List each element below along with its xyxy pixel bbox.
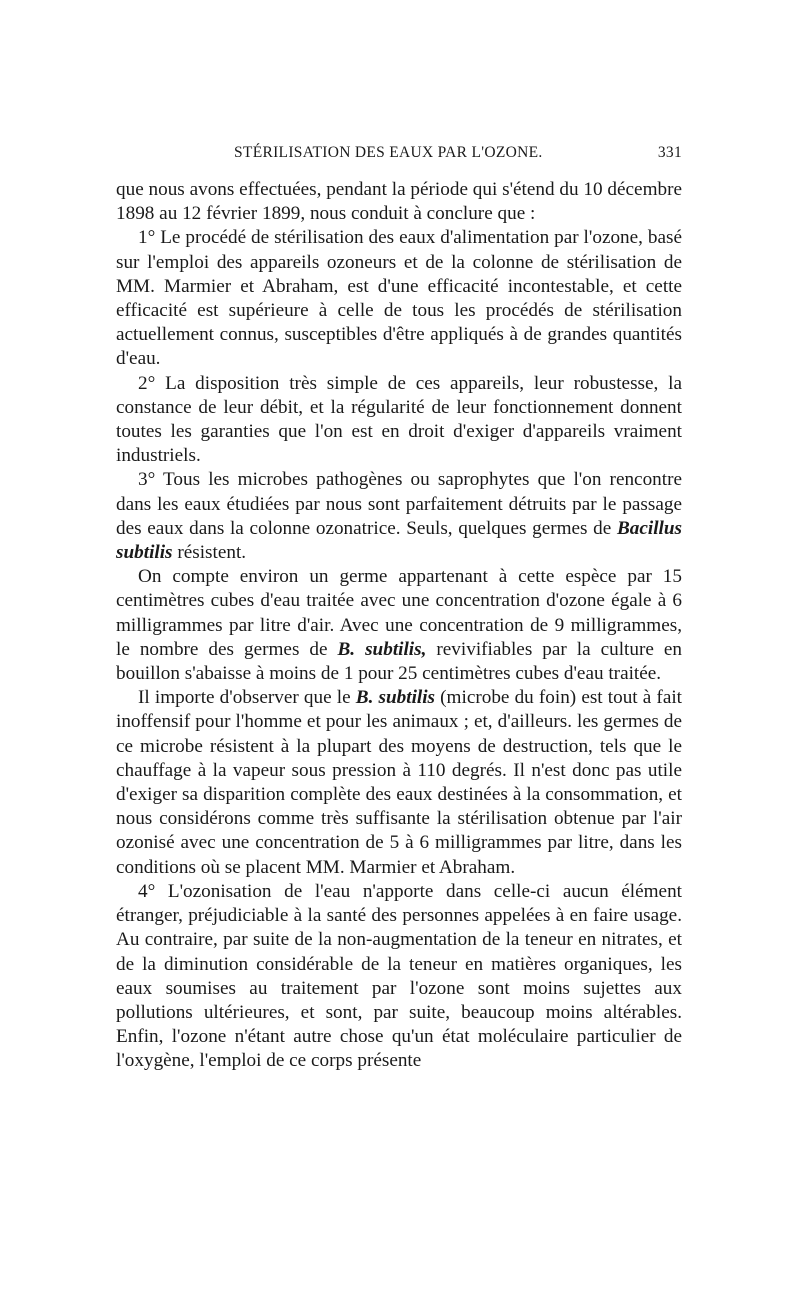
- running-title: STÉRILISATION DES EAUX PAR L'OZONE.: [234, 144, 543, 161]
- book-page: [116, 140, 682, 1074]
- paragraph-4-text-a: On compte environ un germe appartenant à cette espèce par 15 centimètres cubes d'eau traitée avec une concentration d'ozone égale à 6 milligrammes par litre d'air. Avec une concentration de 9 milligrammes, le nombre des germes de: [116, 566, 682, 660]
- paragraph-conclusion-4: 4° L'ozonisation de l'eau n'apporte dans celle-ci aucun élément étranger, préjudiciable à la santé des personnes appelées à en faire usage. Au contraire, par suite de la non-augmentation de la teneur en nitrates, et de la diminution considérable de la teneur en matières organiques, les eaux soumises au traitement par l'ozone sont moins sujettes aux pollutions ultérieures, et sont, par suite, beaucoup moins altérables. Enfin, l'ozone n'étant autre chose qu'un état moléculaire particulier de l'oxygène, l'emploi de ce corps présente: [116, 880, 682, 1072]
- species-name-b-subtilis: B. subtilis,: [337, 638, 427, 660]
- paragraph-conclusion-1: 1° Le procédé de stérilisation des eaux d'alimentation par l'ozone, basé sur l'emploi des appareils ozoneurs et de la colonne de stérilisation de MM. Marmier et Abraham, est d'une efficacité incontestable, et cette efficacité est supérieure à celle de tous les procédés de stérilisation actuellement connus, susceptibles d'être appliqués à de grandes quantités d'eau.: [116, 227, 682, 370]
- paragraph-3-text-a: 3° Tous les microbes pathogènes ou saprophytes que l'on rencontre dans les eaux étudiées par nous sont parfaitement détruits par le passage des eaux dans la colonne ozonatrice. Seuls, quelques germes de: [116, 469, 682, 539]
- body-text: [116, 178, 682, 1074]
- paragraph-subtilis-harmless: [116, 686, 682, 880]
- paragraph-conclusion-2: 2° La disposition très simple de ces appareils, leur robustesse, la constance de leur débit, et la régularité de leur fonctionnement donnent toutes les garanties que l'on est en droit d'exiger d'appareils vraiment industriels.: [116, 372, 682, 467]
- paragraph-5-text-a: Il importe d'observer que le: [138, 687, 356, 709]
- page-number: 331: [657, 144, 682, 161]
- paragraph-3-text-b: résistent.: [172, 542, 247, 564]
- paragraph-continuation: que nous avons effectuées, pendant la période qui s'étend du 10 décembre 1898 au 12 février 1899, nous conduit à conclure que :: [116, 179, 682, 225]
- species-name-bacillus-subtilis: Bacillus subtilis: [116, 517, 682, 564]
- species-name-b-subtilis-2: B. subtilis: [355, 687, 436, 709]
- paragraph-4-text-b: revivifiables par la culture en bouillon s'abaisse à moins de 1 pour 25 centimètres cubes d'eau traitée.: [116, 638, 682, 685]
- running-head: [116, 140, 682, 170]
- paragraph-5-text-b: (microbe du foin) est tout à fait inoffensif pour l'homme et pour les animaux ; et, d'ailleurs. les germes de ce microbe résistent à la plupart des moyens de destruction, tels que le chauffage à la vapeur sous pression à 110 degrés. Il n'est donc pas utile d'exiger sa disparition complète des eaux destinées à la consommation, et nous considérons comme très suffisante la stérilisation obtenue par l'air ozonisé avec une concentration de 5 à 6 milligrammes par litre, dans les conditions où se placent MM. Marmier et Abraham.: [116, 687, 682, 878]
- paragraph-germ-count: [116, 565, 682, 686]
- paragraph-conclusion-3: [116, 468, 682, 565]
